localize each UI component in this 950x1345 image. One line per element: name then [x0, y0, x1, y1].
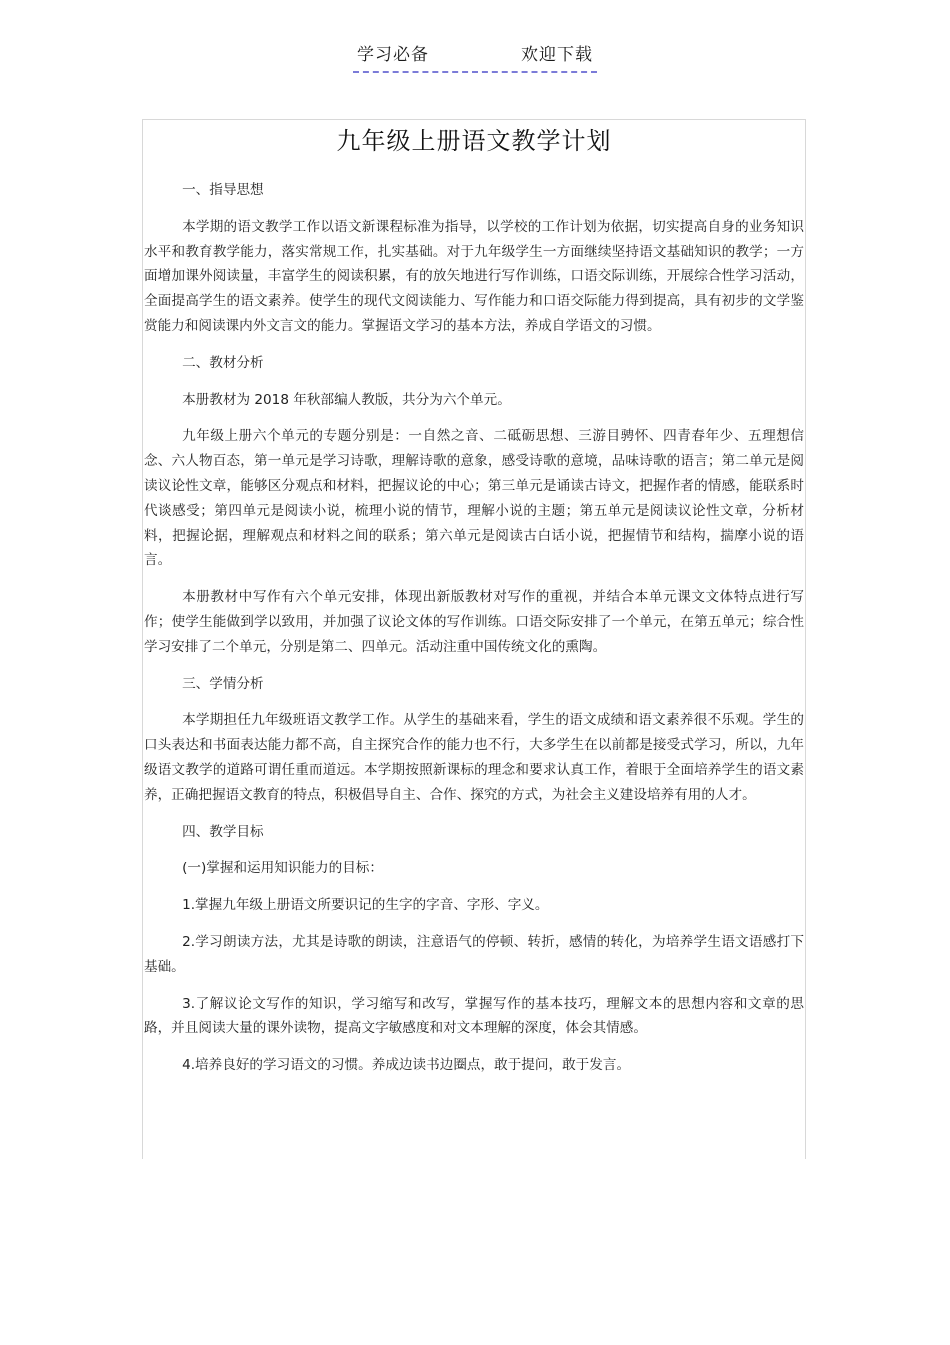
section-heading-student-analysis: 三、学情分析 [182, 675, 264, 692]
header-banner [353, 40, 597, 73]
header-left-text: 学习必备 [357, 45, 429, 65]
paragraph-textbook-edition: 本册教材为 2018 年秋部编人教版，共分为六个单元。 [182, 391, 511, 408]
goal-item-2: 2.学习朗读方法，尤其是诗歌的朗读，注意语气的停顿、转折，感情的转化，为培养学生语文语感打下基础。 [144, 933, 804, 975]
paragraph-writing-arrangement: 本册教材中写作有六个单元安排，体现出新版教材对写作的重视，并结合本单元课文文体特点进行写作；使学生能做到学以致用，并加强了议论文体的写作训练。口语交际安排了一个单元，在第五单元；综合性学习安排了二个单元，分别是第二、四单元。活动注重中国传统文化的熏陶。 [144, 589, 804, 655]
goal-item-4: 4.培养良好的学习语文的习惯。养成边读书边圈点，敢于提问，敢于发言。 [182, 1057, 631, 1074]
section-heading-textbook-analysis: 二、教材分析 [182, 354, 264, 371]
paragraph-unit-topics: 九年级上册六个单元的专题分别是：一自然之音、二砥砺思想、三游目骋怀、四青春年少、五理想信念、六人物百态，第一单元是学习诗歌，理解诗歌的意象，感受诗歌的意境，品味诗歌的语言；第二单元是阅读议论性文章，能够区分观点和材料，把握议论的中心；第三单元是诵读古诗文，把握作者的情感，能联系时代谈感受；第四单元是阅读小说，梳理小说的情节，理解小说的主题；第五单元是阅读议论性文章，分析材料，把握论据，理解观点和材料之间的联系；第六单元是阅读古白话小说，把握情节和结构，揣摩小说的语言。 [144, 428, 804, 569]
section-heading-guiding-ideology: 一、指导思想 [182, 182, 264, 198]
paragraph-guiding-ideology: 本学期的语文教学工作以语文新课程标准为指导，以学校的工作计划为依据，切实提高自身的业务知识水平和教育教学能力，落实常规工作，扎实基础。对于九年级学生一方面继续坚持语文基础知识的教学；一方面增加课外阅读量，丰富学生的阅读积累，有的放矢地进行写作训练，口语交际训练，开展综合性学习活动，全面提高学生的语文素养。使学生的现代文阅读能力、写作能力和口语交际能力得到提高，具有初步的文学鉴赏能力和阅读课内外文言文的能力。掌握语文学习的基本方法，养成自学语文的习惯。 [144, 218, 804, 334]
document-title: 九年级上册语文教学计划 [336, 127, 612, 155]
document-body [144, 178, 804, 1090]
goal-item-1: 1.掌握九年级上册语文所要识记的生字的字音、字形、字义。 [182, 897, 549, 914]
subheading-knowledge-goals: (一)掌握和运用知识能力的目标： [182, 860, 383, 877]
header-right-text: 欢迎下载 [521, 45, 593, 65]
page-header [0, 40, 950, 73]
paragraph-student-analysis: 本学期担任九年级班语文教学工作。从学生的基础来看，学生的语文成绩和语文素养很不乐观。学生的口头表达和书面表达能力都不高，自主探究合作的能力也不行，大多学生在以前都是接受式学习，所以，九年级语文教学的道路可谓任重而道远。本学期按照新课标的理念和要求认真工作，着眼于全面培养学生的语文素养，正确把握语文教育的特点，积极倡导自主、合作、探究的方式，为社会主义建设培养有用的人才。 [144, 712, 804, 803]
section-heading-teaching-goals: 四、教学目标 [182, 823, 264, 840]
goal-item-3: 3.了解议论文写作的知识，学习缩写和改写，掌握写作的基本技巧，理解文本的思想内容和文章的思路，并且阅读大量的课外读物，提高文字敏感度和对文本理解的深度，体会其情感。 [144, 995, 804, 1037]
